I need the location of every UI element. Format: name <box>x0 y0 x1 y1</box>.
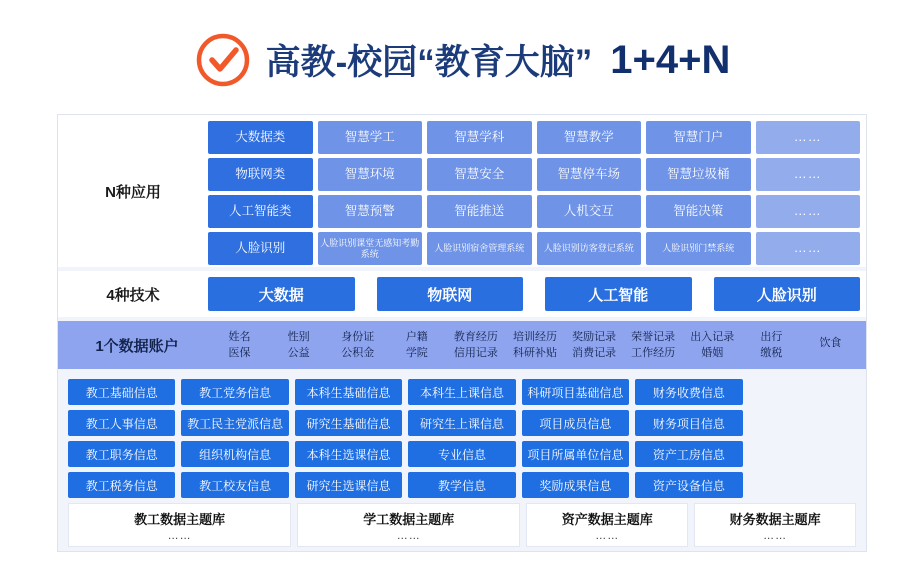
theme-item[interactable]: 教工党务信息 <box>181 379 288 405</box>
account-field: 荣誉记录 <box>631 331 676 344</box>
theme-group-dots: …… <box>396 529 421 542</box>
app-cell[interactable]: 智慧预警 <box>318 195 423 228</box>
account-field: 培训经历 <box>512 331 557 344</box>
theme-item[interactable]: 研究生基础信息 <box>295 410 402 436</box>
theme-item[interactable]: 教工人事信息 <box>68 410 175 436</box>
app-cell[interactable]: 大数据类 <box>208 121 313 154</box>
section-technologies <box>58 271 866 317</box>
app-cell[interactable]: 智慧教学 <box>537 121 642 154</box>
account-field-group <box>683 331 742 358</box>
theme-item[interactable]: 研究生选课信息 <box>295 472 402 498</box>
app-cell[interactable]: 物联网类 <box>208 158 313 191</box>
data-account-columns <box>210 321 860 369</box>
account-field: 消费记录 <box>572 346 617 359</box>
account-field: 工作经历 <box>631 346 676 359</box>
app-cell[interactable]: 智能推送 <box>427 195 532 228</box>
tech-cell-ai[interactable]: 人工智能 <box>545 277 692 311</box>
account-field: 性别 <box>287 331 310 344</box>
theme-item[interactable]: 教工职务信息 <box>68 441 175 467</box>
account-field-group <box>446 331 505 358</box>
account-field-group <box>328 331 387 358</box>
theme-item[interactable]: 资产工房信息 <box>635 441 742 467</box>
account-field: 出入记录 <box>690 331 735 344</box>
account-field: 学院 <box>405 346 428 359</box>
theme-group-dots: …… <box>763 529 788 542</box>
app-cell[interactable]: 智慧学工 <box>318 121 423 154</box>
section-theme-libraries <box>58 371 866 551</box>
account-field-group <box>801 337 860 352</box>
theme-group-students <box>297 503 520 547</box>
account-field: 科研补贴 <box>512 346 557 359</box>
theme-group-assets <box>526 503 688 547</box>
app-cell-more[interactable]: …… <box>756 158 861 191</box>
theme-item[interactable]: 财务项目信息 <box>635 410 742 436</box>
account-field: 信用记录 <box>453 346 498 359</box>
account-field: 教育经历 <box>453 331 498 344</box>
account-field-group <box>269 331 328 358</box>
theme-group-staff <box>68 503 291 547</box>
account-field: 缴税 <box>760 346 783 359</box>
theme-item[interactable]: 教学信息 <box>408 472 515 498</box>
account-field-group <box>210 331 269 358</box>
theme-items-grid <box>68 379 856 498</box>
theme-group-finance <box>694 503 856 547</box>
app-cell[interactable]: 人脸识别 <box>208 232 313 265</box>
account-field-group <box>565 331 624 358</box>
theme-item[interactable]: 专业信息 <box>408 441 515 467</box>
account-field: 婚姻 <box>701 346 724 359</box>
app-cell[interactable]: 人工智能类 <box>208 195 313 228</box>
account-field-group <box>387 331 446 358</box>
theme-group-dots: …… <box>595 529 620 542</box>
theme-group-dots: …… <box>167 529 192 542</box>
page-title: 高教-校园“教育大脑” <box>265 43 593 82</box>
theme-item[interactable]: 项目成员信息 <box>522 410 629 436</box>
diagram-panel <box>57 114 867 552</box>
app-cell[interactable]: 人机交互 <box>537 195 642 228</box>
theme-item[interactable]: 资产设备信息 <box>635 472 742 498</box>
theme-item[interactable]: 科研项目基础信息 <box>522 379 629 405</box>
theme-group-label: 教工数据主题库 <box>134 511 226 527</box>
app-cell[interactable]: 智慧垃圾桶 <box>646 158 751 191</box>
section-technologies-label: 4种技术 <box>106 286 160 304</box>
theme-item[interactable]: 本科生选课信息 <box>295 441 402 467</box>
app-cell[interactable]: 智能决策 <box>646 195 751 228</box>
technologies-grid <box>208 277 860 311</box>
app-cell[interactable]: 智慧环境 <box>318 158 423 191</box>
theme-item[interactable]: 项目所属单位信息 <box>522 441 629 467</box>
theme-group-row <box>68 503 856 547</box>
section-data-account <box>58 321 866 369</box>
app-cell[interactable]: 智慧安全 <box>427 158 532 191</box>
account-field: 身份证 <box>341 331 375 344</box>
account-field: 奖励记录 <box>572 331 617 344</box>
theme-item[interactable]: 研究生上课信息 <box>408 410 515 436</box>
account-field-group <box>505 331 564 358</box>
app-cell[interactable]: 智慧学科 <box>427 121 532 154</box>
account-field: 姓名 <box>228 331 251 344</box>
theme-item[interactable]: 教工税务信息 <box>68 472 175 498</box>
account-field: 公益 <box>287 346 310 359</box>
diagram-header <box>0 20 924 100</box>
app-cell-more[interactable]: …… <box>756 232 861 265</box>
app-cell[interactable]: 人脸识别课堂无感知考勤系统 <box>318 232 423 265</box>
theme-item[interactable]: 奖励成果信息 <box>522 472 629 498</box>
account-field: 户籍 <box>405 331 428 344</box>
theme-item[interactable]: 本科生基础信息 <box>295 379 402 405</box>
account-field: 医保 <box>228 346 251 359</box>
section-applications-label: N种应用 <box>105 183 161 201</box>
app-cell-more[interactable]: …… <box>756 195 861 228</box>
theme-group-label: 学工数据主题库 <box>363 511 455 527</box>
app-cell[interactable]: 智慧停车场 <box>537 158 642 191</box>
account-field: 公积金 <box>341 346 375 359</box>
account-field-group <box>742 331 801 358</box>
app-cell[interactable]: 人脸识别访客登记系统 <box>537 232 642 265</box>
tech-cell-bigdata[interactable]: 大数据 <box>208 277 355 311</box>
theme-group-label: 资产数据主题库 <box>561 511 653 527</box>
theme-item[interactable]: 教工基础信息 <box>68 379 175 405</box>
theme-item[interactable]: 本科生上课信息 <box>408 379 515 405</box>
account-field: 出行 <box>760 331 783 344</box>
theme-item[interactable]: 组织机构信息 <box>181 441 288 467</box>
applications-grid <box>208 121 860 265</box>
app-cell[interactable]: 人脸识别宿舍管理系统 <box>427 232 532 265</box>
page-title-number: 1+4+N <box>610 37 731 82</box>
theme-group-label: 财务数据主题库 <box>729 511 821 527</box>
app-cell[interactable]: 智慧门户 <box>646 121 751 154</box>
theme-item[interactable]: 教工民主党派信息 <box>181 410 288 436</box>
check-circle-icon <box>194 31 252 89</box>
section-data-account-label: 1个数据账户 <box>95 337 179 355</box>
tech-cell-iot[interactable]: 物联网 <box>377 277 524 311</box>
theme-item[interactable]: 教工校友信息 <box>181 472 288 498</box>
app-cell-more[interactable]: …… <box>756 121 861 154</box>
app-cell[interactable]: 人脸识别门禁系统 <box>646 232 751 265</box>
theme-item[interactable]: 财务收费信息 <box>635 379 742 405</box>
tech-cell-face-recognition[interactable]: 人脸识别 <box>714 277 861 311</box>
account-field-group <box>624 331 683 358</box>
account-field: 饮食 <box>819 337 842 350</box>
section-applications <box>58 115 866 267</box>
